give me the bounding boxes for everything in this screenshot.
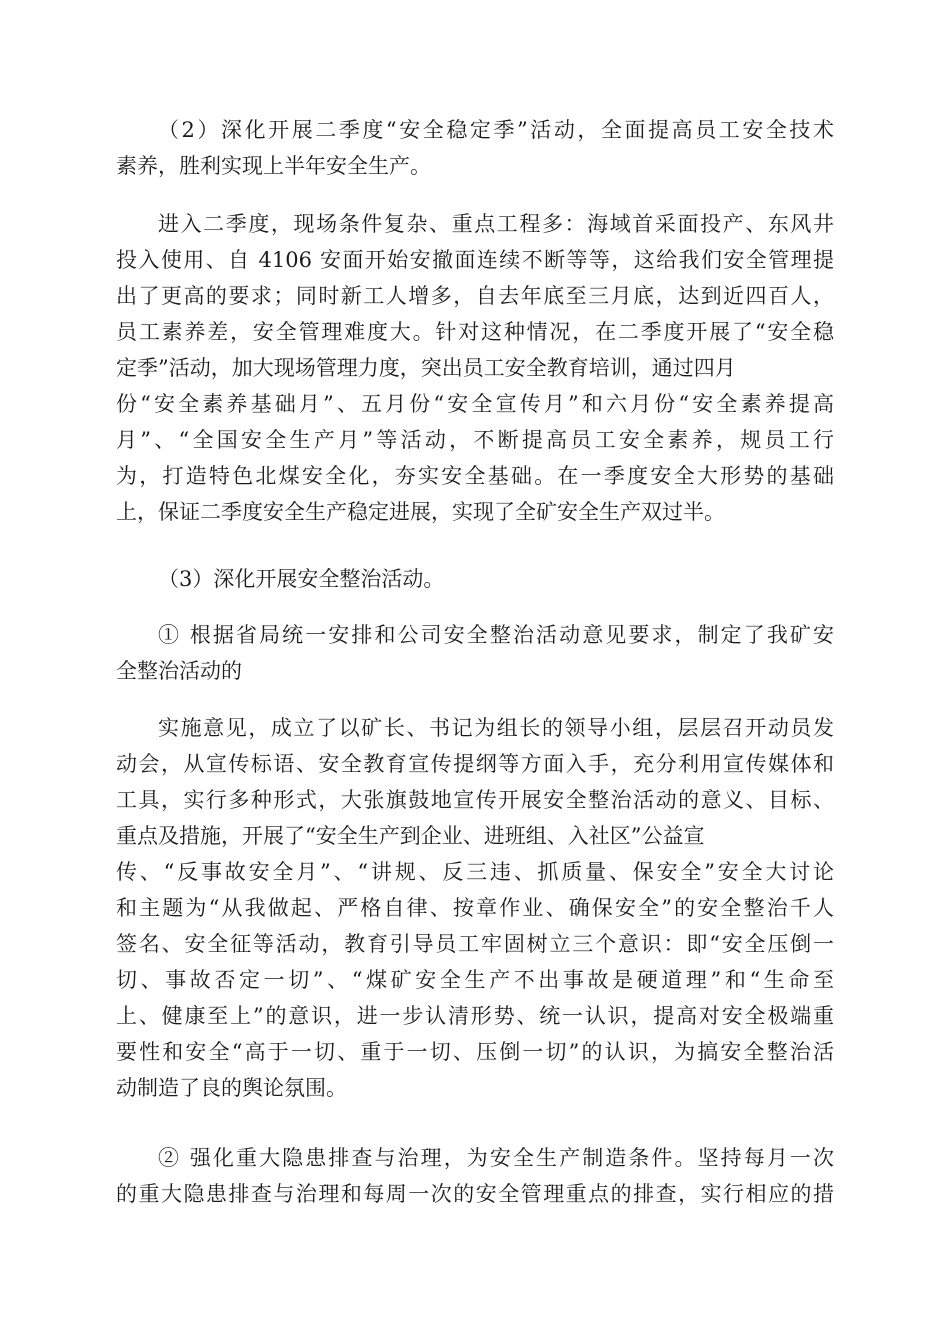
- text-line: 出了更高的要求；同时新工人增多，自去年底至三月底，达到近四百人，: [116, 284, 834, 308]
- text-line: 和主题为“从我做起、严格自律、按章作业、确保安全”的安全整治千人: [116, 896, 834, 920]
- text-line: 动会，从宣传标语、安全教育宣传提纲等方面入手，充分利用宣传媒体和: [116, 752, 834, 776]
- text-line: 传、“反事故安全月”、“讲规、反三违、抓质量、保安全”安全大讨论: [116, 860, 834, 884]
- text-line: 切、事故否定一切”、“煤矿安全生产不出事故是硬道理”和“生命至: [116, 968, 834, 992]
- text-line: （2）深化开展二季度“安全稳定季”活动，全面提高员工安全技术: [158, 118, 834, 142]
- paragraph-implementation: [116, 710, 834, 1106]
- text-line: 重点及措施，开展了“安全生产到企业、进班组、入社区”公益宣: [116, 824, 705, 848]
- paragraph-section-2-heading: [116, 112, 834, 184]
- paragraph-section-3-heading: [116, 561, 834, 597]
- text-line: 上，保证二季度安全生产稳定进展，实现了全矿安全生产双过半。: [116, 500, 725, 524]
- text-line: 月”、“全国安全生产月”等活动，不断提高员工安全素养，规员工行: [116, 428, 834, 452]
- text-line: 实施意见，成立了以矿长、书记为组长的领导小组，层层召开动员发: [158, 716, 834, 740]
- text-line: 上、健康至上”的意识，进一步认清形势、统一认识，提高对安全极端重: [116, 1004, 834, 1028]
- text-line: 定季”活动，加大现场管理力度，突出员工安全教育培训，通过四月: [116, 356, 736, 380]
- text-line: （3）深化开展安全整治活动。: [158, 567, 445, 591]
- text-line: 员工素养差，安全管理难度大。针对这种情况，在二季度开展了“安全稳: [116, 320, 834, 344]
- text-line: 进入二季度，现场条件复杂、重点工程多：海域首采面投产、东风井: [158, 212, 834, 236]
- text-line: 动制造了良的舆论氛围。: [116, 1076, 347, 1100]
- text-line: 的重大隐患排查与治理和每周一次的安全管理重点的排查，实行相应的措: [116, 1182, 834, 1206]
- text-line: 份“安全素养基础月”、五月份“安全宣传月”和六月份“安全素养提高: [116, 392, 834, 416]
- text-line: 全整治活动的: [116, 659, 242, 683]
- text-line: 为，打造特色北煤安全化，夯实安全基础。在一季度安全大形势的基础: [116, 464, 834, 488]
- text-line: ② 强化重大隐患排查与治理，为安全生产制造条件。坚持每月一次: [158, 1146, 834, 1170]
- text-line: 工具，实行多种形式，大张旗鼓地宣传开展安全整治活动的意义、目标、: [116, 788, 834, 812]
- text-line: 签名、安全征等活动，教育引导员工牢固树立三个意识：即“安全压倒一: [116, 932, 834, 956]
- text-line: 素养，胜利实现上半年安全生产。: [116, 154, 431, 178]
- text-line: 要性和安全“高于一切、重于一切、压倒一切”的认识，为搞安全整治活: [116, 1040, 834, 1064]
- paragraph-item-2: [116, 1140, 834, 1212]
- text-line: 投入使用、自 4106 安面开始安撤面连续不断等等，这给我们安全管理提: [116, 248, 834, 272]
- paragraph-second-quarter: [116, 206, 834, 530]
- text-line: ① 根据省局统一安排和公司安全整治活动意见要求，制定了我矿安: [158, 623, 834, 647]
- paragraph-item-1: [116, 617, 834, 689]
